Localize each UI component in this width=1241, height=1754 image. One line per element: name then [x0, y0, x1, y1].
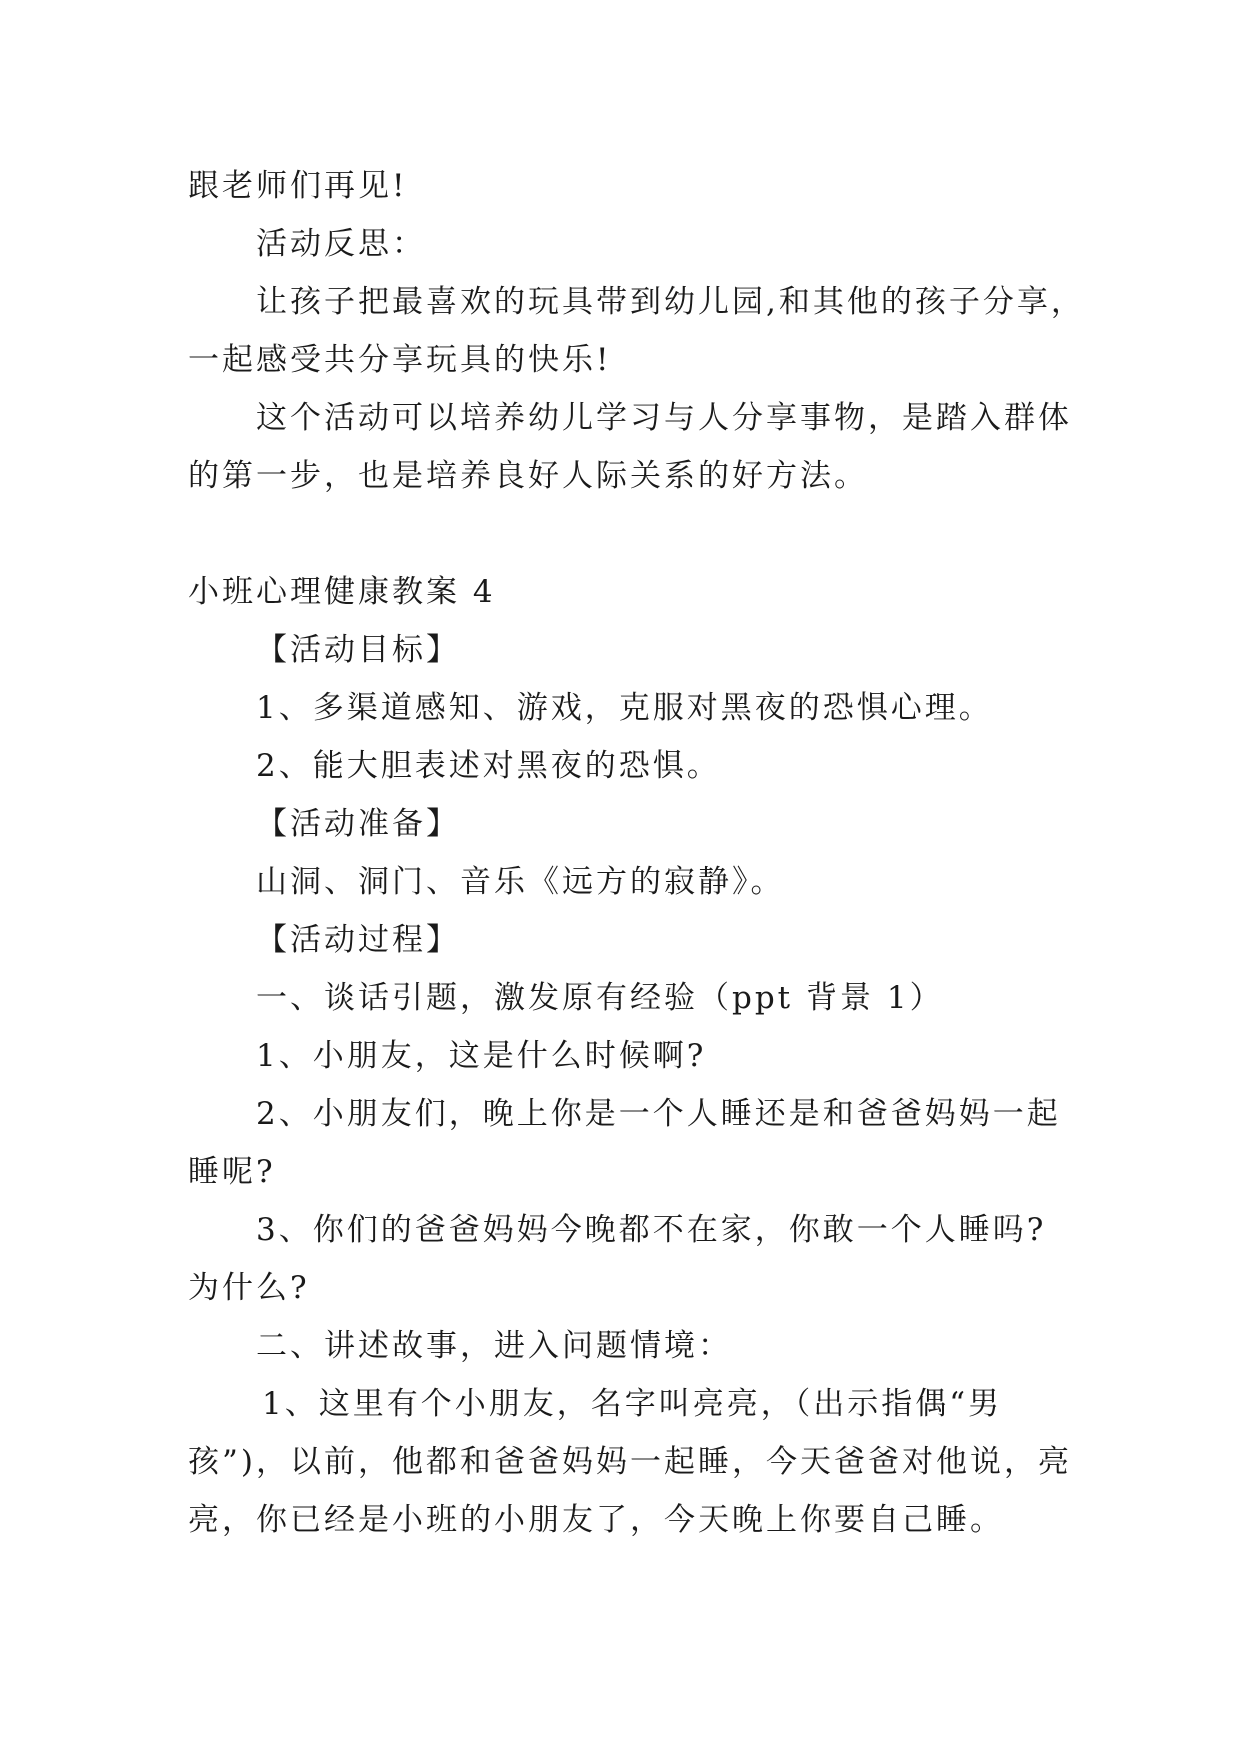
list-item: 1、小朋友，这是什么时候啊? [256, 1038, 707, 1074]
paragraph-line: 孩”)，以前，他都和爸爸妈妈一起睡，今天爸爸对他说，亮 [188, 1444, 1072, 1480]
paragraph-line: 山洞、洞门、音乐《远方的寂静》。 [256, 864, 785, 900]
subsection-heading: 一、谈话引题，激发原有经验（ppt 背景 1） [256, 980, 944, 1016]
paragraph-line: 这个活动可以培养幼儿学习与人分享事物，是踏入群体 [256, 400, 1072, 436]
subsection-heading: 二、讲述故事，进入问题情境： [256, 1328, 732, 1364]
list-item: 1、这里有个小朋友，名字叫亮亮，（出示指偶“男 [262, 1386, 1003, 1422]
list-item: 1、多渠道感知、游戏，克服对黑夜的恐惧心理。 [256, 690, 993, 726]
paragraph-line: 为什么? [188, 1270, 310, 1306]
paragraph-line: 亮，你已经是小班的小朋友了，今天晚上你要自己睡。 [188, 1502, 1004, 1538]
section-heading-goals: 【活动目标】 [256, 632, 460, 668]
paragraph-line: 的第一步，也是培养良好人际关系的好方法。 [188, 458, 868, 494]
paragraph-line: 跟老师们再见! [188, 168, 408, 204]
paragraph-line: 让孩子把最喜欢的玩具带到幼儿园,和其他的孩子分享， [256, 284, 1085, 320]
paragraph-line: 睡呢? [188, 1154, 276, 1190]
list-item: 2、小朋友们，晚上你是一个人睡还是和爸爸妈妈一起 [256, 1096, 1061, 1132]
section-heading-preparation: 【活动准备】 [256, 806, 460, 842]
paragraph-line: 一起感受共分享玩具的快乐! [188, 342, 612, 378]
list-item: 2、能大胆表述对黑夜的恐惧。 [256, 748, 721, 784]
list-item: 3、你们的爸爸妈妈今晚都不在家，你敢一个人睡吗? [256, 1212, 1047, 1248]
document-title: 小班心理健康教案 4 [188, 574, 496, 610]
section-heading-process: 【活动过程】 [256, 922, 460, 958]
section-heading-reflection: 活动反思： [256, 226, 426, 262]
